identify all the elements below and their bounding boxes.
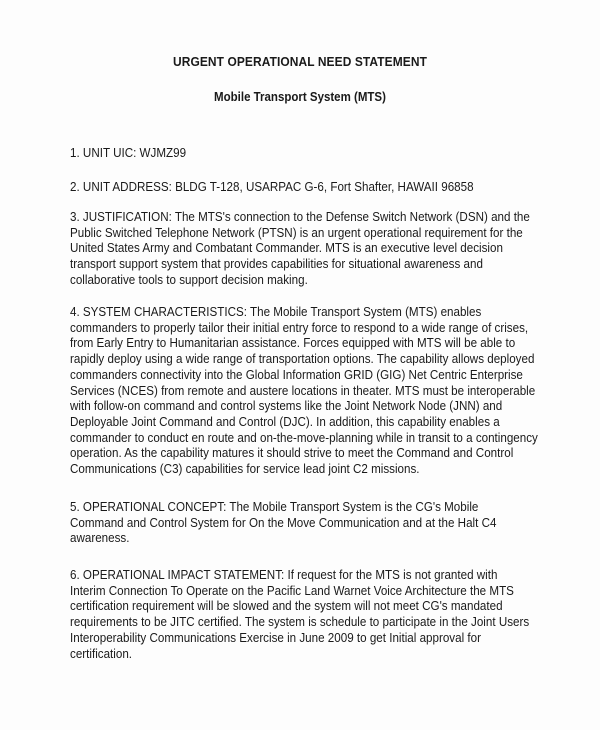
item-line: Services (NCES) from remote and austere locations in theater. MTS must be interoperable (70, 383, 536, 398)
item-line: Deployable Joint Command and Control (DJC). In addition, this capability enables a (70, 414, 500, 429)
item-line: 3. JUSTIFICATION: The MTS's connection to the Defense Switch Network (DSN) and the (70, 210, 530, 224)
item-line: Public Switched Telephone Network (PTSN) is an urgent operational requirement for the (70, 225, 523, 240)
item-line: Interim Connection To Operate on the Pacific Land Warnet Voice Architecture the MTS (70, 583, 514, 598)
item-line: Command and Control System for On the Move Communication and at the Halt C4 (70, 515, 497, 530)
document-title: URGENT OPERATIONAL NEED STATEMENT (172, 54, 427, 69)
item-line: from Early Entry to Humanitarian assistance. Forces equipped with MTS will be able to (70, 336, 516, 351)
item-operational-impact (70, 568, 535, 662)
item-unit-uic (70, 146, 186, 160)
item-unit-address (70, 180, 474, 194)
item-system-characteristics (70, 305, 538, 478)
item-operational-concept (70, 500, 535, 547)
item-line: commander to conduct en route and on-the-move-planning while in transit to a contingency (70, 430, 538, 445)
item-line: 6. OPERATIONAL IMPACT STATEMENT: If request for the MTS is not granted with (70, 568, 498, 582)
item-line: 4. SYSTEM CHARACTERISTICS: The Mobile Transport System (MTS) enables (70, 305, 482, 319)
item-line: certification requirement will be slowed and the system will not meet CG's mandated (70, 599, 503, 614)
item-line: operation. As the capability matures it should strive to meet the Command and Control (70, 446, 514, 461)
item-line: commanders to properly tailor their initial entry force to respond to a wide range of crises, (70, 320, 529, 335)
item-line: transport support system that provides capabilities for situational awareness and (70, 257, 483, 272)
item-line: 5. OPERATIONAL CONCEPT: The Mobile Transport System is the CG's Mobile (70, 500, 479, 514)
item-line: United States Army and Combatant Commander. MTS is an executive level decision (70, 241, 503, 256)
item-line: 2. UNIT ADDRESS: BLDG T-128, USARPAC G-6, Fort Shafter, HAWAII 96858 (70, 180, 474, 194)
item-line: awareness. (70, 531, 130, 546)
item-line: certification. (70, 646, 133, 661)
item-justification (70, 210, 535, 289)
item-line: 1. UNIT UIC: WJMZ99 (70, 146, 187, 160)
item-line: commanders connectivity into the Global Information GRID (GIG) Net Centric Enterprise (70, 367, 523, 382)
item-line: collaborative tools to support decision making. (70, 272, 308, 287)
item-line: with follow-on command and control systems like the Joint Network Node (JNN) and (70, 399, 503, 414)
document-subtitle: Mobile Transport System (MTS) (214, 90, 386, 104)
item-line: Interoperability Communications Exercise in June 2009 to get Initial approval for (70, 630, 481, 645)
item-line: Communications (C3) capabilities for service lead joint C2 missions. (70, 462, 420, 477)
item-line: rapidly deploy using a wide range of transportation options. The capability allows deployed (70, 352, 535, 367)
item-line: requirements to be JITC certified. The system is schedule to participate in the Joint Users (70, 615, 530, 630)
